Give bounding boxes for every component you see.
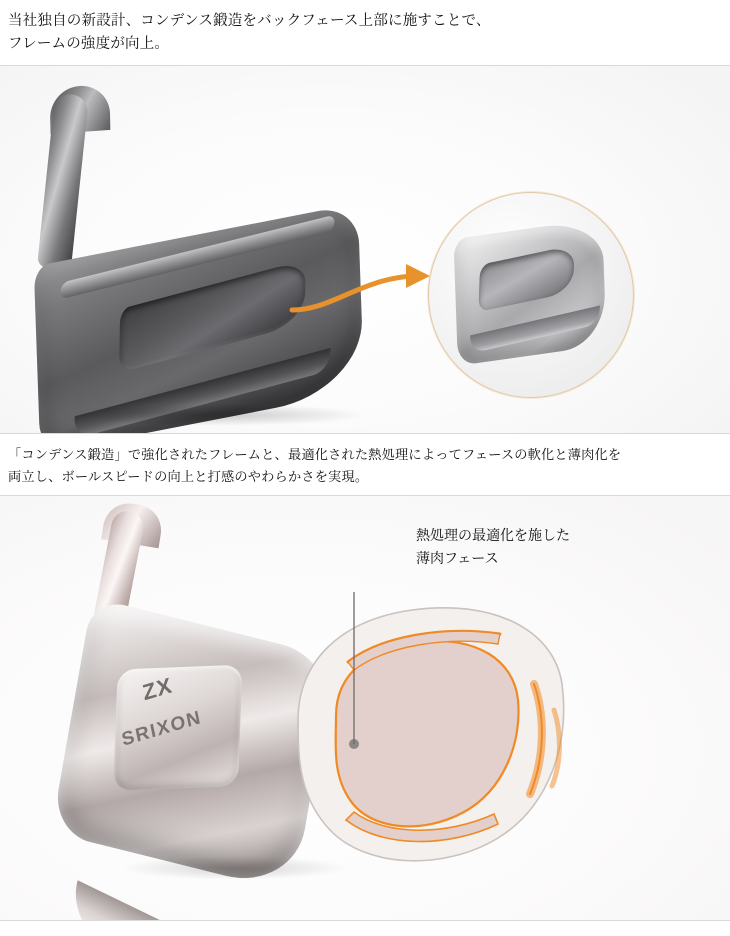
callout-arrow-icon xyxy=(288,254,448,324)
drop-shadow xyxy=(68,404,368,426)
middle-caption-line-1: 「コンデンス鍛造」で強化されたフレームと、最適化された熱処理によってフェースの軟化と薄肉化を xyxy=(8,446,622,462)
back-face-upper-detail xyxy=(454,218,607,365)
middle-caption-line-2: 両立し、ボールスピードの向上と打感のやわらかさを実現。 xyxy=(8,468,369,484)
club-model-label: SRIXON xyxy=(119,707,204,752)
cavity-badge xyxy=(113,665,242,791)
annotation-line-2: 薄肉フェース xyxy=(416,549,499,566)
top-caption-line-1: 当社独自の新設計、コンデンス鍛造をバックフェース上部に施すことで、 xyxy=(8,13,491,29)
top-caption-line-2: フレームの強度が向上。 xyxy=(8,36,170,53)
zoom-inset-circle xyxy=(428,192,634,398)
thin-face-plate-diagram xyxy=(262,592,582,892)
club-brand-label: ZX xyxy=(140,672,175,706)
inset-sole-edge xyxy=(469,305,600,354)
figure-back-face xyxy=(0,66,730,433)
condense-forged-rib xyxy=(478,245,574,312)
middle-caption-block xyxy=(0,434,730,495)
annotation-line-1: 熱処理の最適化を施した xyxy=(416,527,570,544)
figure-thin-face xyxy=(0,496,730,920)
hosel xyxy=(37,93,89,271)
annotation-text-block xyxy=(416,524,696,569)
divider-bottom xyxy=(0,920,730,921)
top-caption-block xyxy=(0,0,730,65)
iron-head-rear-view xyxy=(28,86,398,416)
